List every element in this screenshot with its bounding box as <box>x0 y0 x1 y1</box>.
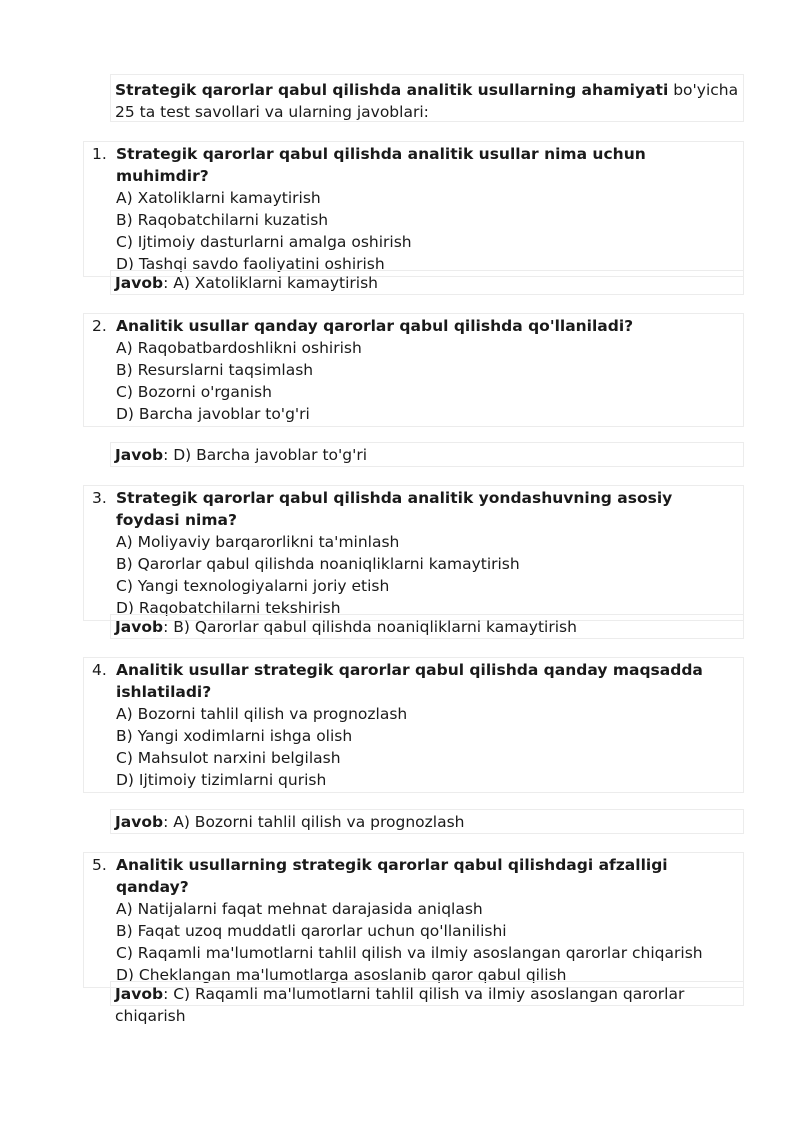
option-d: D) Cheklangan ma'lumotlarga asoslanib qaror qabul qilish <box>116 966 567 984</box>
answer-4 <box>110 809 744 834</box>
answer-text: : D) Barcha javoblar to'g'ri <box>163 446 368 464</box>
answer-1 <box>110 270 744 295</box>
answer-text: : B) Qarorlar qabul qilishda noaniqliklarni kamaytirish <box>163 618 577 636</box>
option-d: D) Ijtimoiy tizimlarni qurish <box>116 771 327 789</box>
question-3 <box>83 485 744 621</box>
question-text: Analitik usullar strategik qarorlar qabul qilishda qanday maqsadda ishlatiladi? <box>116 661 703 701</box>
question-2 <box>83 313 744 427</box>
answer-label: Javob <box>115 618 164 636</box>
question-number: 1. <box>92 145 107 163</box>
option-b: B) Resurslarni taqsimlash <box>116 361 314 379</box>
question-number: 3. <box>92 489 107 507</box>
option-a: A) Natijalarni faqat mehnat darajasida aniqlash <box>116 900 483 918</box>
intro-title: Strategik qarorlar qabul qilishda analitik usullarning ahamiyati <box>115 81 669 99</box>
option-c: C) Yangi texnologiyalarni joriy etish <box>116 577 390 595</box>
option-a: A) Moliyaviy barqarorlikni ta'minlash <box>116 533 400 551</box>
answer-5 <box>110 981 744 1025</box>
question-text: Strategik qarorlar qabul qilishda analitik usullar nima uchun muhimdir? <box>116 145 646 185</box>
option-a: A) Bozorni tahlil qilish va prognozlash <box>116 705 408 723</box>
option-c: C) Raqamli ma'lumotlarni tahlil qilish va ilmiy asoslangan qarorlar chiqarish <box>116 944 703 962</box>
answer-label: Javob <box>115 446 164 464</box>
option-a: A) Raqobatbardoshlikni oshirish <box>116 339 362 357</box>
question-text: Analitik usullarning strategik qarorlar qabul qilishdagi afzalligi qanday? <box>116 856 668 896</box>
intro-paragraph <box>110 74 744 122</box>
option-c: C) Ijtimoiy dasturlarni amalga oshirish <box>116 233 412 251</box>
question-number: 4. <box>92 661 107 679</box>
answer-label: Javob <box>115 985 164 1003</box>
option-c: C) Bozorni o'rganish <box>116 383 272 401</box>
question-number: 5. <box>92 856 107 874</box>
question-4 <box>83 657 744 793</box>
option-b: B) Faqat uzoq muddatli qarorlar uchun qo'llanilishi <box>116 922 507 940</box>
option-d: D) Barcha javoblar to'g'ri <box>116 405 310 423</box>
option-b: B) Raqobatchilarni kuzatish <box>116 211 329 229</box>
answer-3 <box>110 614 744 639</box>
option-d: D) Tashqi savdo faoliyatini oshirish <box>116 255 385 273</box>
intro-text: bo'yicha 25 ta test savollari va ularning javoblari: <box>115 81 739 121</box>
answer-text: : C) Raqamli ma'lumotlarni tahlil qilish va ilmiy asoslangan qarorlar chiqarish <box>115 985 685 1025</box>
option-b: B) Qarorlar qabul qilishda noaniqliklarni kamaytirish <box>116 555 520 573</box>
answer-2 <box>110 442 744 467</box>
answer-text: : A) Xatoliklarni kamaytirish <box>163 274 378 292</box>
option-d: D) Raqobatchilarni tekshirish <box>116 599 341 617</box>
question-1 <box>83 141 744 277</box>
question-5 <box>83 852 744 988</box>
option-b: B) Yangi xodimlarni ishga olish <box>116 727 353 745</box>
answer-label: Javob <box>115 813 164 831</box>
option-c: C) Mahsulot narxini belgilash <box>116 749 341 767</box>
answer-text: : A) Bozorni tahlil qilish va prognozlash <box>163 813 465 831</box>
option-a: A) Xatoliklarni kamaytirish <box>116 189 321 207</box>
question-number: 2. <box>92 317 107 335</box>
question-text: Strategik qarorlar qabul qilishda analitik yondashuvning asosiy foydasi nima? <box>116 489 673 529</box>
answer-label: Javob <box>115 274 164 292</box>
question-text: Analitik usullar qanday qarorlar qabul qilishda qo'llaniladi? <box>116 317 634 335</box>
